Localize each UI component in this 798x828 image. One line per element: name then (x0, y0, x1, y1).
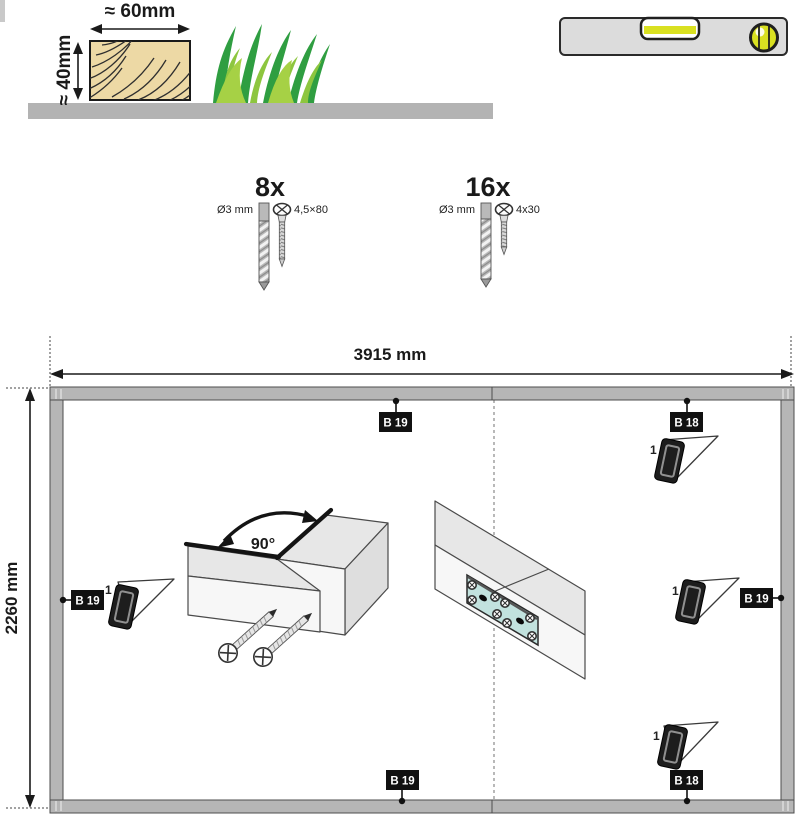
frame-height-label: 2260 mm (2, 561, 21, 635)
beam-height-label: ≈ 40mm (54, 34, 75, 106)
angle-label: 90° (250, 536, 276, 553)
frame-width-label: 3915 mm (353, 345, 427, 364)
drill-bit-icon (259, 203, 269, 290)
svg-text:B 18: B 18 (674, 775, 699, 788)
svg-text:B 18: B 18 (674, 417, 699, 430)
item-number: 1 (653, 729, 660, 743)
wood-cross-section (86, 24, 198, 102)
item-number: 1 (650, 443, 657, 457)
materials-illustration (0, 0, 540, 125)
hardware-list (215, 165, 550, 300)
part-tag-bottom-b18 (670, 770, 703, 804)
top-beam (50, 387, 794, 400)
screw-size-label: 4,5×80 (294, 204, 328, 216)
screw-size-label: 4x30 (516, 204, 540, 216)
level-circular-vial (751, 24, 778, 51)
bottom-beam (50, 800, 794, 813)
hardware-qty: 8x (254, 172, 286, 202)
drill-size-label: Ø3 mm (216, 204, 253, 216)
level-horizontal-vial (641, 18, 699, 39)
hardware-group-8x (217, 172, 328, 290)
drill-size-label: Ø3 mm (438, 204, 475, 216)
part-tag-top-b19 (379, 398, 412, 432)
svg-text:B 19: B 19 (383, 417, 408, 430)
spirit-level (552, 10, 798, 65)
part-tag-left-b19 (60, 590, 104, 610)
hardware-qty: 16x (465, 172, 511, 202)
svg-text:B 19: B 19 (390, 775, 415, 788)
svg-text:B 19: B 19 (75, 595, 100, 608)
joint-plate-detail (435, 501, 585, 679)
beam-width-arrow (90, 24, 190, 34)
item-number: 1 (105, 583, 112, 597)
part-tag-bottom-b19 (386, 770, 419, 804)
hardware-group-16x (439, 172, 540, 287)
grass-illustration (213, 24, 330, 103)
dimension-width (50, 336, 794, 390)
drill-bit-icon (481, 203, 491, 287)
wedge-marker (672, 578, 739, 625)
screw-icon (274, 204, 291, 267)
frame-diagram (0, 330, 798, 828)
screw-icon (496, 204, 513, 255)
wedge-marker (105, 579, 174, 630)
ground-bar (28, 103, 493, 119)
svg-text:B 19: B 19 (744, 593, 769, 606)
item-number: 1 (672, 584, 679, 598)
wedge-marker (650, 436, 718, 484)
corner-angle-detail (186, 510, 388, 670)
part-tag-top-b18 (670, 398, 703, 432)
part-tag-right-b19 (740, 588, 784, 608)
wedge-marker (653, 722, 718, 770)
beam-width-label: ≈ 60mm (104, 1, 176, 22)
